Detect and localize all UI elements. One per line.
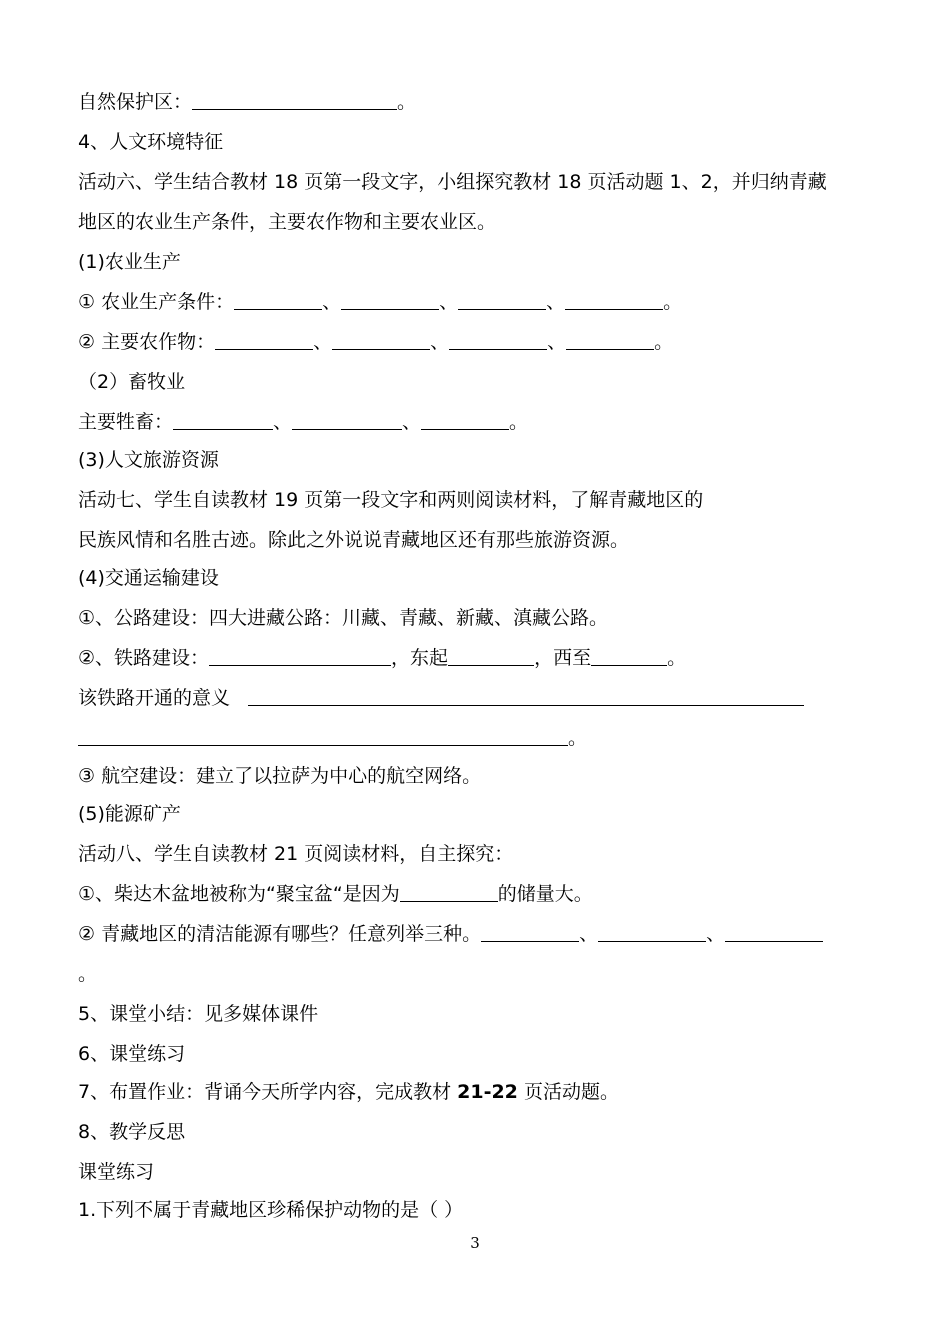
separator: 、 [313, 331, 333, 353]
main-livestock-label: 主要牲畜： [78, 411, 174, 433]
main-livestock-line [78, 410, 528, 434]
answer-blank[interactable] [332, 331, 430, 350]
separator: 、 [706, 923, 726, 945]
answer-blank[interactable] [421, 411, 509, 430]
period: 。 [509, 411, 529, 433]
separator: 、 [546, 291, 566, 313]
period: 。 [663, 291, 683, 313]
answer-blank[interactable] [341, 291, 439, 310]
exercise-heading: 课堂练习 [78, 1161, 155, 1183]
period: 。 [568, 727, 588, 749]
answer-blank[interactable] [565, 291, 663, 310]
activity-6-text-cont: 地区的农业生产条件，主要农作物和主要农业区。 [78, 211, 497, 233]
activity-7-text: 活动七、学生自读教材 19 页第一段文字和两则阅读材料，了解青藏地区的 [78, 489, 704, 511]
activity-6-text: 活动六、学生结合教材 18 页第一段文字，小组探究教材 18 页活动题 1、2，并归纳青藏 [78, 171, 827, 193]
railway-significance-line [78, 686, 804, 710]
section-heading-4: 4、人文环境特征 [78, 131, 224, 153]
answer-blank[interactable] [598, 923, 706, 942]
answer-blank[interactable] [215, 331, 313, 350]
homework-label-end: 页活动题。 [517, 1081, 619, 1103]
east-start-label: ，东起 [391, 647, 449, 669]
homework-line [78, 1080, 619, 1104]
answer-blank[interactable] [400, 883, 498, 902]
separator: 、 [579, 923, 599, 945]
railway-significance-cont [78, 726, 587, 750]
answer-blank[interactable] [566, 331, 654, 350]
answer-blank[interactable] [591, 647, 667, 666]
answer-blank[interactable] [292, 411, 402, 430]
clean-energy-line [78, 922, 823, 946]
nature-reserve-label: 自然保护区： [78, 91, 193, 113]
west-end-label: ，西至 [534, 647, 592, 669]
question-1: 1.下列不属于青藏地区珍稀保护动物的是（ ） [78, 1199, 464, 1221]
answer-blank[interactable] [192, 91, 397, 110]
section-heading-5: 5、课堂小结：见多媒体课件 [78, 1003, 319, 1025]
answer-blank[interactable] [209, 647, 391, 666]
clean-energy-label: ② 青藏地区的清洁能源有哪些？任意列举三种。 [78, 923, 482, 945]
railway-significance-label: 该铁路开通的意义 [78, 687, 231, 709]
homework-label: 7、布置作业：背诵今天所学内容，完成教材 [78, 1081, 458, 1103]
subheading-transport: (4)交通运输建设 [78, 567, 219, 589]
subheading-energy: (5)能源矿产 [78, 803, 181, 825]
railway-label: ②、铁路建设： [78, 647, 210, 669]
qaidam-label-end: 的储量大。 [497, 883, 593, 905]
period: 。 [397, 91, 417, 113]
nature-reserve-line [78, 90, 416, 114]
answer-blank[interactable] [173, 411, 273, 430]
answer-blank[interactable] [234, 291, 322, 310]
main-crops-label: ② 主要农作物： [78, 331, 216, 353]
agri-conditions-line [78, 290, 682, 314]
qaidam-line [78, 882, 593, 906]
page-range: 21-22 [457, 1081, 518, 1103]
aviation-line: ③ 航空建设：建立了以拉萨为中心的航空网络。 [78, 765, 482, 787]
separator: 、 [439, 291, 459, 313]
page-number: 3 [470, 1234, 480, 1252]
separator: 、 [430, 331, 450, 353]
answer-blank[interactable] [449, 331, 547, 350]
highway-line: ①、公路建设：四大进藏公路：川藏、青藏、新藏、滇藏公路。 [78, 607, 609, 629]
activity-7-text-cont: 民族风情和名胜古迹。除此之外说说青藏地区还有那些旅游资源。 [78, 529, 630, 551]
answer-blank[interactable] [78, 727, 568, 746]
subheading-tourism: (3)人文旅游资源 [78, 449, 219, 471]
railway-line [78, 646, 686, 670]
activity-8-text: 活动八、学生自读教材 21 页阅读材料，自主探究： [78, 843, 514, 865]
qaidam-label: ①、柴达木盆地被称为“聚宝盆“是因为 [78, 883, 400, 905]
main-crops-line [78, 330, 673, 354]
separator: 、 [547, 331, 567, 353]
answer-blank[interactable] [248, 687, 804, 706]
section-heading-6: 6、课堂练习 [78, 1043, 186, 1065]
subheading-agriculture: (1)农业生产 [78, 251, 181, 273]
answer-blank[interactable] [458, 291, 546, 310]
answer-blank[interactable] [448, 647, 534, 666]
answer-blank[interactable] [481, 923, 579, 942]
agri-conditions-label: ① 农业生产条件： [78, 291, 235, 313]
answer-blank[interactable] [725, 923, 823, 942]
separator: 、 [402, 411, 422, 433]
period: 。 [654, 331, 674, 353]
section-heading-8: 8、教学反思 [78, 1121, 186, 1143]
period: 。 [667, 647, 687, 669]
trailing-period: 。 [78, 963, 98, 985]
subheading-livestock: （2）畜牧业 [78, 371, 186, 393]
separator: 、 [273, 411, 293, 433]
separator: 、 [322, 291, 342, 313]
